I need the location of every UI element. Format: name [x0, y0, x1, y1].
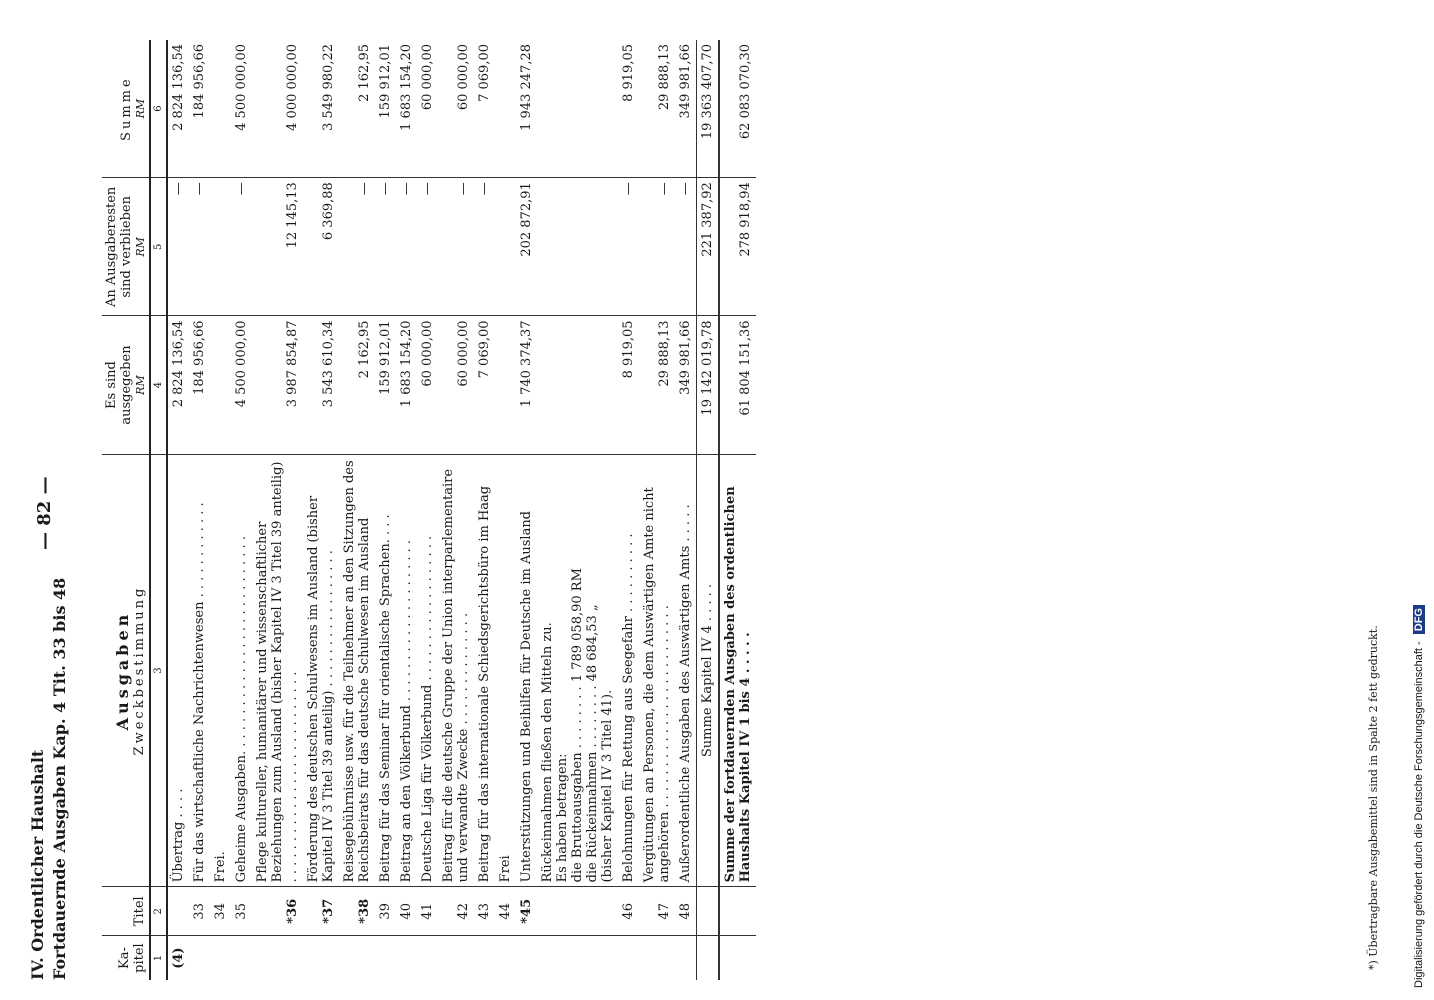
purpose-cell: Vergütungen an Personen, die dem Auswärtigen Amte nicht angehören . . . . . . . . . . . . . . . . . . . . . . . . . [639, 454, 675, 887]
sum-cell: 1 943 247,28 [519, 44, 534, 131]
titel-cell: *37 [303, 887, 339, 936]
kapitel-cell [231, 936, 252, 980]
purpose-cell: Reisegebührnisse usw. für die Teilnehmer an den Sitzungen des Reichsbeirats für das deutsche Schulwesen im Ausland [339, 454, 375, 887]
remainder-cell: — [375, 178, 396, 316]
table-row [252, 40, 303, 980]
spent-cell [495, 316, 516, 454]
note-line: Es haben betragen: [555, 753, 570, 883]
kapitel-cell [438, 936, 474, 980]
spent-cell: 1 683 154,20 [396, 316, 417, 454]
spent-cell: 60 000,00 [438, 316, 474, 454]
remainder-cell: — [339, 178, 375, 316]
remainder-cell: — [167, 178, 189, 316]
kapitel-cell [516, 936, 537, 980]
kapitel-cell [495, 936, 516, 980]
purpose-cell: Beitrag für das Seminar für orientalische Sprachen. . . . [375, 454, 396, 887]
sum-cell: 60 000,00 [420, 44, 435, 111]
purpose-cell: Für das wirtschaftliche Nachrichtenwesen . . . . . . . . . . . . [189, 454, 210, 887]
unit-label: RM [134, 375, 147, 395]
table-row [375, 40, 396, 980]
remainder-cell: — [189, 178, 210, 316]
column-number-row [150, 40, 167, 980]
sum-cell: 4 000 000,00 [285, 44, 300, 131]
table-row [618, 40, 639, 980]
purpose-cell: Summe der fortdauernden Ausgaben des ordentlichen Haushalts Kapitel IV 1 bis 4 . . . . . [719, 454, 756, 887]
kapitel-cell [303, 936, 339, 980]
remainder-cell: 202 872,91 [516, 178, 537, 316]
note-line: (bisher Kapitel IV 3 Titel 41). [600, 689, 615, 883]
spent-cell: 159 912,01 [375, 316, 396, 454]
col-kapitel: Ka-pitel [102, 936, 150, 980]
remainder-cell: 221 387,92 [697, 178, 720, 316]
kapitel-cell [339, 936, 375, 980]
titel-cell: 46 [618, 887, 639, 936]
kapitel-cell [210, 936, 231, 980]
remainder-cell: 6 369,88 [303, 178, 339, 316]
purpose-cell: Beitrag für das internationale Schiedsgerichtsbüro im Haag [474, 454, 495, 887]
spent-cell: 2 824 136,54 [167, 316, 189, 454]
remainder-cell: — [417, 178, 438, 316]
spent-cell: 19 142 019,78 [697, 316, 720, 454]
titel-cell: 41 [417, 887, 438, 936]
table-row [438, 40, 474, 980]
spent-cell: 349 981,66 [675, 316, 697, 454]
titel-cell: 34 [210, 887, 231, 936]
sum-cell: 2 162,95 [357, 44, 372, 102]
sum-cell [495, 40, 516, 178]
sum-cell: 29 888,13 [657, 44, 672, 111]
purpose-cell: Pflege kultureller, humanitärer und wissenschaftlicher Beziehungen zum Ausland (bisher Kapitel IV 3 Titel 39 anteilig) . . . . . . . . . . . . . . . . . . . . . . . . . . [252, 454, 303, 887]
col-ausgaben-title: Ausgaben [113, 610, 132, 731]
page-number: — 82 — [34, 476, 55, 550]
kapitel-cell [618, 936, 639, 980]
kapitel-cell [375, 936, 396, 980]
spent-cell: 8 919,05 [618, 316, 639, 454]
kapitel-cell [719, 936, 756, 980]
purpose-cell: Förderung des deutschen Schulwesens im Ausland (bisher Kapitel IV 3 Titel 39 anteilig) . . . . . . . . . . . . . . . . . [303, 454, 339, 887]
col-reste [102, 178, 150, 316]
table-row [231, 40, 252, 980]
kapitel-cell [639, 936, 675, 980]
spent-cell: 7 069,00 [474, 316, 495, 454]
purpose-cell: Summe Kapitel IV 4 . . . . . [697, 454, 720, 887]
spent-cell: 3 987 854,87 [252, 316, 303, 454]
titel-cell: *36 [252, 887, 303, 936]
table-row [719, 40, 756, 980]
titel-cell: 35 [231, 887, 252, 936]
remainder-cell: 12 145,13 [252, 178, 303, 316]
col-number: 3 [150, 454, 167, 887]
spent-cell [210, 316, 231, 454]
remainder-cell [210, 178, 231, 316]
purpose-cell: Belohnungen für Rettung aus Seegefahr . . . . . . . . . . [618, 454, 639, 887]
table-row [417, 40, 438, 980]
dfg-logo: DFG [1413, 605, 1425, 634]
sum-cell: 184 956,66 [192, 44, 207, 119]
col-number: 6 [150, 40, 167, 178]
purpose-cell: Beitrag für die deutsche Gruppe der Union interparlementaire und verwandte Zwecke . . . . . . . . . . . . . . [438, 454, 474, 887]
titel-cell: 44 [495, 887, 516, 936]
kapitel-cell [189, 936, 210, 980]
header-line2: Fortdauernde Ausgaben Kap. 4 Tit. 33 bis 48 [50, 577, 69, 980]
spent-cell: 61 804 151,36 [719, 316, 756, 454]
remainder-cell: — [675, 178, 697, 316]
titel-cell: 39 [375, 887, 396, 936]
spent-cell: 60 000,00 [417, 316, 438, 454]
sum-cell: 19 363 407,70 [697, 40, 720, 178]
col-titel: Titel [102, 887, 150, 936]
table-row [516, 40, 537, 980]
note-row [537, 40, 618, 980]
spent-cell: 1 740 374,37 [516, 316, 537, 454]
table-header-row [102, 40, 150, 980]
kapitel-cell [697, 936, 720, 980]
table-row [303, 40, 339, 980]
remainder-cell: — [231, 178, 252, 316]
col-summe [102, 40, 150, 178]
spent-cell: 184 956,66 [189, 316, 210, 454]
purpose-cell: Deutsche Liga für Völkerbund . . . . . . . . . . . . . . . . . . [417, 454, 438, 887]
col-zweck-subtitle: Zweckbestimmung [132, 585, 147, 756]
purpose-cell: Unterstützungen und Beihilfen für Deutsche im Ausland [516, 454, 537, 887]
titel-cell: 48 [675, 887, 697, 936]
table-row [675, 40, 697, 980]
page-header [20, 40, 100, 980]
sum-cell: 1 683 154,20 [399, 44, 414, 131]
sum-cell: 60 000,00 [456, 44, 471, 111]
titel-cell: *38 [339, 887, 375, 936]
col-reste-label: An Ausgaberesten sind verblieben [104, 186, 134, 307]
footnote: *) Übertragbare Ausgabemittel sind in Spalte 2 fett gedruckt. [1367, 625, 1380, 970]
table-row [495, 40, 516, 980]
remainder-cell: — [474, 178, 495, 316]
titel-cell [719, 887, 756, 936]
titel-cell: *45 [516, 887, 537, 936]
sum-cell: 159 912,01 [378, 44, 393, 119]
table-row [474, 40, 495, 980]
sum-cell: 3 549 980,22 [321, 44, 336, 131]
header-line1: IV. Ordentlicher Haushalt [28, 749, 47, 980]
spent-cell: 4 500 000,00 [231, 316, 252, 454]
col-number: 2 [150, 887, 167, 936]
titel-cell [167, 887, 189, 936]
sum-cell: 8 919,05 [621, 44, 636, 102]
note-line: die Bruttoausgaben . . . . . . . . 1 789 058,90 RM [570, 568, 585, 883]
titel-cell: 40 [396, 887, 417, 936]
table-row [167, 40, 189, 980]
side-credit [1413, 8, 1433, 992]
purpose-cell: Beitrag an den Völkerbund . . . . . . . . . . . . . . . . . . . . [396, 454, 417, 887]
kapitel-cell [675, 936, 697, 980]
sum-cell: 62 083 070,30 [719, 40, 756, 178]
spent-cell: 29 888,13 [639, 316, 675, 454]
remainder-cell: — [396, 178, 417, 316]
purpose-cell: Übertrag . . . . [167, 454, 189, 887]
side-credit-text [1413, 8, 1425, 988]
note-line: die Rückeinnahmen . . . . . . . . 48 684,53 „ [585, 604, 600, 883]
purpose-cell: Frei [495, 454, 516, 887]
table-row [639, 40, 675, 980]
remainder-cell [495, 178, 516, 316]
titel-cell: 43 [474, 887, 495, 936]
remainder-cell: — [639, 178, 675, 316]
table-row [697, 40, 720, 980]
col-ausgegeben-label: Es sind ausgegeben [104, 345, 134, 425]
remainder-cell: 278 918,94 [719, 178, 756, 316]
kapitel-cell [474, 936, 495, 980]
col-number: 1 [150, 936, 167, 980]
titel-cell: 47 [639, 887, 675, 936]
sum-cell: 349 981,66 [678, 44, 693, 119]
remainder-cell: — [438, 178, 474, 316]
table-row [396, 40, 417, 980]
purpose-cell: Außerordentliche Ausgaben des Auswärtigen Amts . . . . . [675, 454, 697, 887]
titel-cell: 33 [189, 887, 210, 936]
sum-cell: 7 069,00 [477, 44, 492, 102]
purpose-cell: Frei. [210, 454, 231, 887]
col-ausgaben [102, 454, 150, 887]
col-number: 5 [150, 178, 167, 316]
spent-cell: 2 162,95 [339, 316, 375, 454]
kapitel-cell [417, 936, 438, 980]
kapitel-cell [252, 936, 303, 980]
credit-text: Digitalisierung gefördert durch die Deutsche Forschungsgemeinschaft - [1413, 641, 1425, 988]
spent-cell: 3 543 610,34 [303, 316, 339, 454]
kapitel-cell [396, 936, 417, 980]
note-line: Rückeinnahmen fließen den Mitteln zu. [540, 622, 555, 883]
table-row [210, 40, 231, 980]
table-body [167, 40, 756, 980]
purpose-cell: Geheime Ausgaben. . . . . . . . . . . . . . . . . . . . . . . . . . . [231, 454, 252, 887]
unit-label: RM [134, 237, 147, 257]
col-ausgegeben [102, 316, 150, 454]
col-summe-label: Summe [119, 76, 134, 141]
rotated-budget-table [20, 40, 1390, 980]
col-number: 4 [150, 316, 167, 454]
note-45 [537, 454, 618, 887]
sum-cell: 4 500 000,00 [234, 44, 249, 131]
titel-cell [697, 887, 720, 936]
kapitel-cell: (4) [167, 936, 189, 980]
sum-cell [210, 40, 231, 178]
budget-table [102, 40, 756, 980]
unit-label: RM [134, 98, 147, 119]
remainder-cell: — [618, 178, 639, 316]
titel-cell: 42 [438, 887, 474, 936]
sum-cell: 2 824 136,54 [171, 44, 186, 131]
table-row [189, 40, 210, 980]
table-row [339, 40, 375, 980]
